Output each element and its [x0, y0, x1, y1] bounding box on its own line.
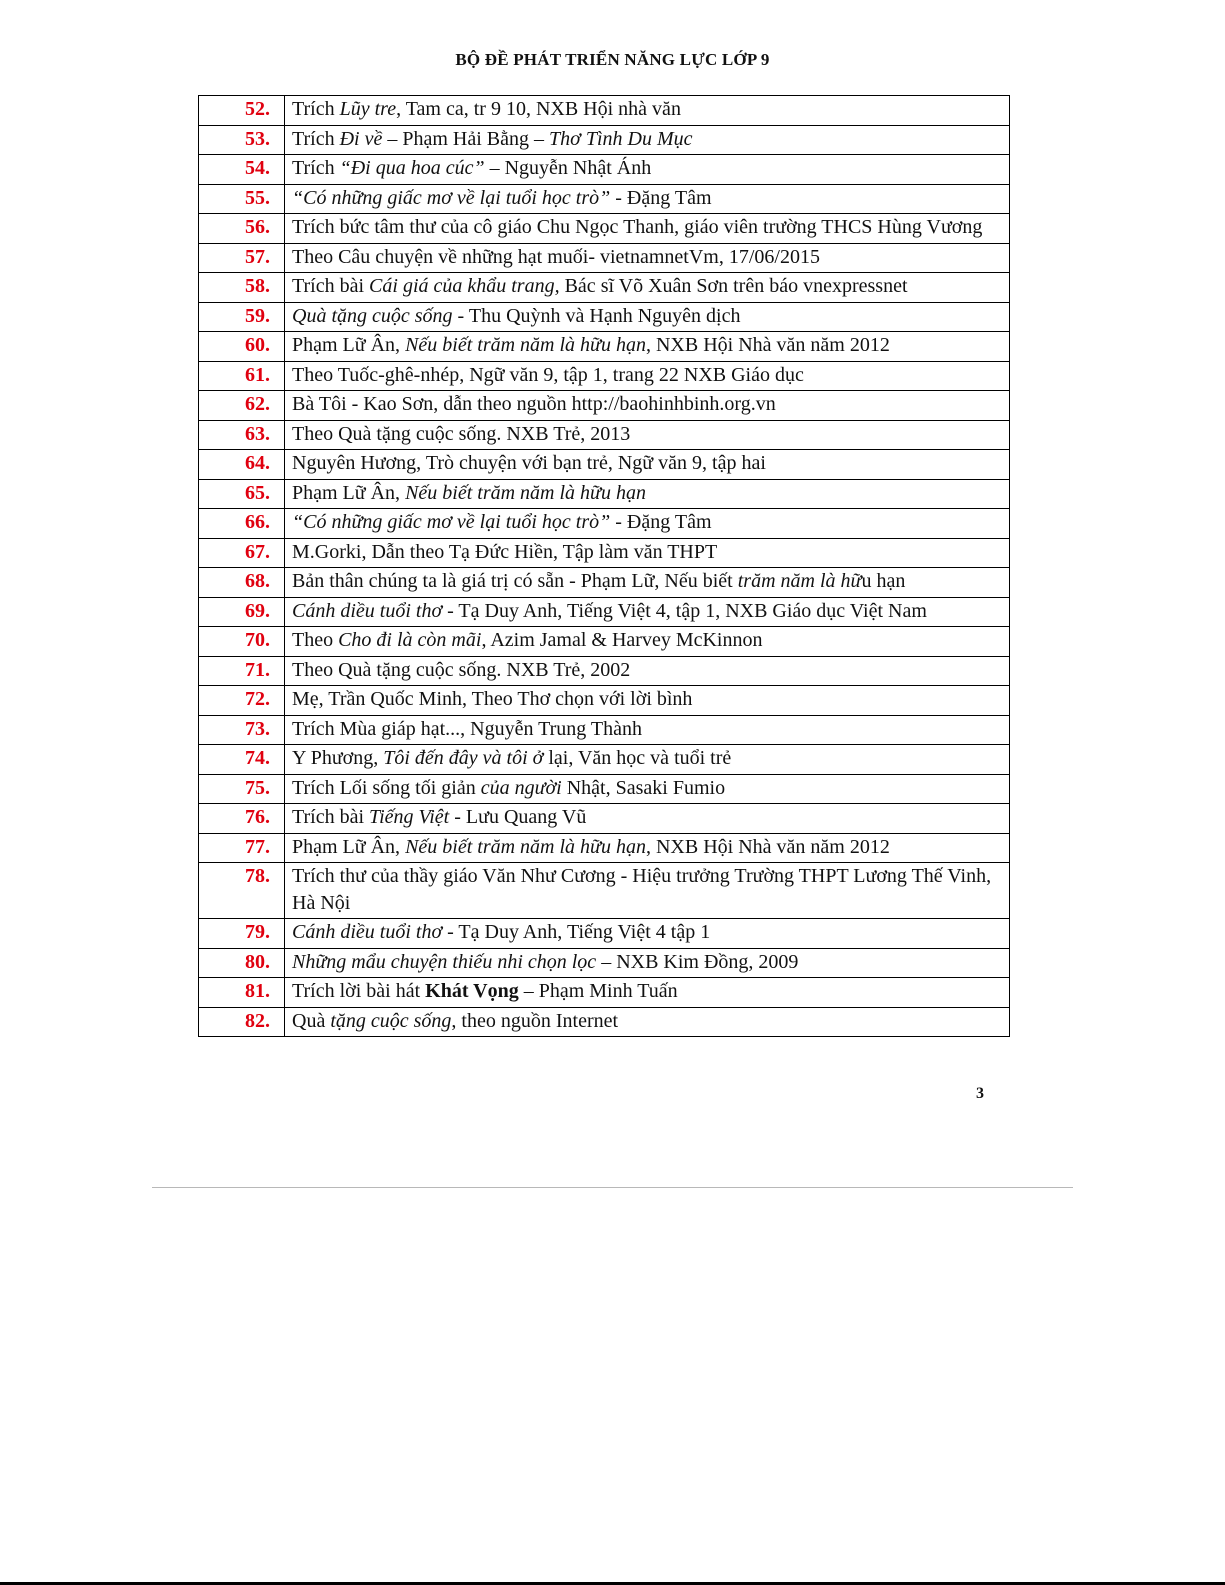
citation-segment: , NXB Hội Nhà văn năm 2012	[645, 835, 890, 858]
row-number: 58.	[199, 273, 285, 303]
citation-segment: Tiếng Việt	[369, 806, 450, 828]
citation-segment: Tôi đến đây và tôi ở	[383, 747, 544, 769]
source-citation	[285, 361, 1010, 391]
source-citation	[285, 538, 1010, 568]
citation-segment: Y Phương,	[292, 747, 384, 769]
table-row	[199, 948, 1010, 978]
citation-segment: Đi về	[339, 127, 383, 150]
citation-segment: Nếu biết trăm năm là hữu hạn	[405, 334, 646, 356]
source-citation	[285, 568, 1010, 598]
citation-segment: Cho đi là còn mãi	[338, 629, 482, 651]
citation-segment: Bác sĩ Võ Xuân Sơn trên báo vnexpressnet	[559, 275, 908, 297]
citation-segment: “Có những giấc mơ về lại tuổi học trò”	[292, 511, 611, 533]
row-number: 64.	[199, 450, 285, 480]
row-number: 59.	[199, 302, 285, 332]
table-row	[199, 96, 1010, 126]
row-number: 66.	[199, 509, 285, 539]
row-number: 60.	[199, 332, 285, 362]
table-row	[199, 361, 1010, 391]
source-citation	[285, 243, 1010, 273]
source-citation	[285, 804, 1010, 834]
table-row	[199, 155, 1010, 185]
row-number: 61.	[199, 361, 285, 391]
table-row	[199, 833, 1010, 863]
row-number: 79.	[199, 919, 285, 949]
table-row	[199, 332, 1010, 362]
source-citation	[285, 948, 1010, 978]
source-citation	[285, 833, 1010, 863]
source-citation	[285, 597, 1010, 627]
citation-segment: Nhật, Sasaki Fumio	[561, 776, 726, 799]
table-row	[199, 568, 1010, 598]
table-row	[199, 627, 1010, 657]
citation-segment: “Có những giấc mơ về lại tuổi học trò”	[292, 186, 611, 209]
citation-segment: - Lưu Quang Vũ	[449, 806, 587, 828]
row-number: 75.	[199, 774, 285, 804]
table-row	[199, 1007, 1010, 1037]
citation-segment: Khát Vọng	[425, 980, 519, 1002]
citation-segment: tặng cuộc sống	[330, 1009, 452, 1032]
citation-segment: Trích thư của thầy giáo Văn Như Cương - Hiệu trưởng Trường THPT Lương Thế Vinh, Hà Nội	[292, 865, 992, 914]
row-number: 77.	[199, 833, 285, 863]
row-number: 78.	[199, 863, 285, 919]
row-number: 68.	[199, 568, 285, 598]
row-number: 54.	[199, 155, 285, 185]
source-citation	[285, 745, 1010, 775]
citation-segment: - Tạ Duy Anh, Tiếng Việt 4, tập 1, NXB Giáo dục Việt Nam	[442, 599, 927, 622]
row-number: 80.	[199, 948, 285, 978]
source-citation	[285, 863, 1010, 919]
source-citation	[285, 332, 1010, 362]
citation-segment: Bà Tôi - Kao Sơn, dẫn theo nguồn http://baohinhbinh.org.vn	[292, 393, 776, 415]
table-row	[199, 184, 1010, 214]
source-citation	[285, 919, 1010, 949]
row-number: 73.	[199, 715, 285, 745]
citation-segment: Nếu biết trăm năm là hữu hạn	[405, 835, 646, 858]
citation-segment: Theo Quà tặng cuộc sống. NXB Trẻ, 2002	[292, 658, 631, 681]
table-row	[199, 656, 1010, 686]
citation-segment: Quà	[292, 1009, 331, 1032]
citation-segment: , Azim Jamal & Harvey McKinnon	[481, 629, 763, 651]
citation-segment: - Đặng Tâm	[610, 186, 712, 209]
citation-segment: Lũy tre	[339, 98, 397, 120]
citation-segment: – Nguyễn Nhật Ánh	[484, 157, 652, 179]
table-row	[199, 214, 1010, 244]
row-number: 63.	[199, 420, 285, 450]
citation-segment: Phạm Lữ Ân,	[292, 334, 406, 356]
citation-segment: “Đi qua hoa cúc”	[339, 157, 485, 179]
citation-segment: , NXB Hội Nhà văn năm 2012	[645, 334, 890, 356]
row-number: 69.	[199, 597, 285, 627]
row-number: 74.	[199, 745, 285, 775]
table-row	[199, 745, 1010, 775]
row-number: 82.	[199, 1007, 285, 1037]
row-number: 53.	[199, 125, 285, 155]
citation-segment: Bản thân chúng ta là giá trị có sẵn - Phạm Lữ, Nếu biết	[292, 570, 738, 592]
row-number: 72.	[199, 686, 285, 716]
source-citation	[285, 479, 1010, 509]
table-row	[199, 804, 1010, 834]
row-number: 56.	[199, 214, 285, 244]
citation-segment: Trích Mùa giáp hạt..., Nguyễn Trung Thành	[292, 717, 642, 740]
citation-segment: Phạm Lữ Ân,	[292, 481, 406, 504]
table-row	[199, 420, 1010, 450]
citation-segment: Thơ Tình Du Mục	[549, 127, 693, 150]
source-citation	[285, 509, 1010, 539]
row-number: 67.	[199, 538, 285, 568]
table-row	[199, 919, 1010, 949]
table-row	[199, 273, 1010, 303]
citation-segment: Nguyên Hương, Trò chuyện với bạn trẻ, Ngữ văn 9, tập hai	[292, 452, 766, 474]
citation-segment: Trích	[292, 127, 340, 150]
citation-segment: - Thu Quỳnh và Hạnh Nguyên dịch	[452, 304, 741, 327]
source-citation	[285, 686, 1010, 716]
row-number: 52.	[199, 96, 285, 126]
table-row	[199, 302, 1010, 332]
citation-segment: Theo Câu chuyện về những hạt muối- vietnamnetVm, 17/06/2015	[292, 245, 820, 268]
citation-segment: Nếu biết trăm năm là hữu hạn	[405, 481, 646, 504]
table-row	[199, 863, 1010, 919]
citation-segment: của người	[480, 776, 562, 799]
source-citation	[285, 273, 1010, 303]
table-row	[199, 391, 1010, 421]
table-row	[199, 479, 1010, 509]
citation-segment: Cánh diều tuổi thơ	[292, 921, 443, 943]
citation-segment: Những mẩu chuyện thiếu nhi chọn lọc	[292, 950, 597, 973]
citation-segment: Trích Lối sống tối giản	[292, 776, 481, 799]
table-row	[199, 509, 1010, 539]
table-row	[199, 450, 1010, 480]
source-citation	[285, 978, 1010, 1008]
source-table	[198, 95, 1010, 1037]
citation-segment: lại, Văn học và tuổi trẻ	[543, 747, 732, 769]
citation-segment: Theo Quà tặng cuộc sống. NXB Trẻ, 2013	[292, 422, 631, 445]
row-number: 62.	[199, 391, 285, 421]
citation-segment: – Phạm Minh Tuấn	[518, 980, 678, 1002]
source-citation	[285, 214, 1010, 244]
row-number: 76.	[199, 804, 285, 834]
citation-segment: , theo nguồn Internet	[451, 1009, 619, 1032]
table-row	[199, 243, 1010, 273]
source-citation	[285, 1007, 1010, 1037]
citation-segment: Trích bài	[292, 275, 370, 297]
source-citation	[285, 155, 1010, 185]
table-row	[199, 686, 1010, 716]
citation-segment: - Tạ Duy Anh, Tiếng Việt 4 tập 1	[442, 921, 711, 943]
table-row	[199, 597, 1010, 627]
source-citation	[285, 302, 1010, 332]
citation-segment: Phạm Lữ Ân,	[292, 835, 406, 858]
row-number: 57.	[199, 243, 285, 273]
citation-segment: – Phạm Hải Bằng –	[382, 127, 550, 150]
source-citation	[285, 420, 1010, 450]
citation-segment: Trích	[292, 157, 340, 179]
source-citation	[285, 96, 1010, 126]
table-row	[199, 715, 1010, 745]
citation-segment: Trích lời bài hát	[292, 980, 426, 1002]
citation-segment: Trích	[292, 98, 340, 120]
source-citation	[285, 627, 1010, 657]
page-header: BỘ ĐỀ PHÁT TRIỂN NĂNG LỰC LỚP 9	[455, 50, 770, 69]
citation-segment: Trích bài	[292, 806, 370, 828]
source-citation	[285, 656, 1010, 686]
source-citation	[285, 450, 1010, 480]
source-citation	[285, 774, 1010, 804]
citation-segment: u hạn	[861, 570, 906, 592]
citation-segment: Cánh diều tuổi thơ	[292, 599, 443, 622]
citation-segment: Quà tặng cuộc sống	[292, 304, 453, 327]
citation-segment: - Đặng Tâm	[610, 511, 712, 533]
row-number: 71.	[199, 656, 285, 686]
row-number: 65.	[199, 479, 285, 509]
citation-segment: Theo	[292, 629, 339, 651]
page-divider	[152, 1187, 1073, 1188]
page-number: 3	[976, 1085, 984, 1102]
source-citation	[285, 184, 1010, 214]
table-row	[199, 125, 1010, 155]
source-citation	[285, 125, 1010, 155]
source-citation	[285, 391, 1010, 421]
citation-segment: M.Gorki, Dẫn theo Tạ Đức Hiền, Tập làm văn THPT	[292, 540, 718, 563]
table-row	[199, 538, 1010, 568]
source-citation	[285, 715, 1010, 745]
row-number: 81.	[199, 978, 285, 1008]
citation-segment: Mẹ, Trần Quốc Minh, Theo Thơ chọn với lời bình	[292, 688, 693, 710]
citation-segment: – NXB Kim Đồng, 2009	[596, 950, 799, 973]
citation-segment: Trích bức tâm thư của cô giáo Chu Ngọc Thanh, giáo viên trường THCS Hùng Vương	[292, 216, 983, 238]
table-row	[199, 774, 1010, 804]
citation-segment: Theo Tuốc-ghê-nhép, Ngữ văn 9, tập 1, trang 22 NXB Giáo dục	[292, 363, 804, 386]
citation-segment: , Tam ca, tr 9 10, NXB Hội nhà văn	[396, 98, 681, 120]
source-table-body	[199, 96, 1010, 1037]
table-row	[199, 978, 1010, 1008]
citation-segment: trăm năm là hữ	[737, 570, 862, 592]
row-number: 70.	[199, 627, 285, 657]
citation-segment: Cái giá của khẩu trang,	[369, 275, 560, 297]
row-number: 55.	[199, 184, 285, 214]
